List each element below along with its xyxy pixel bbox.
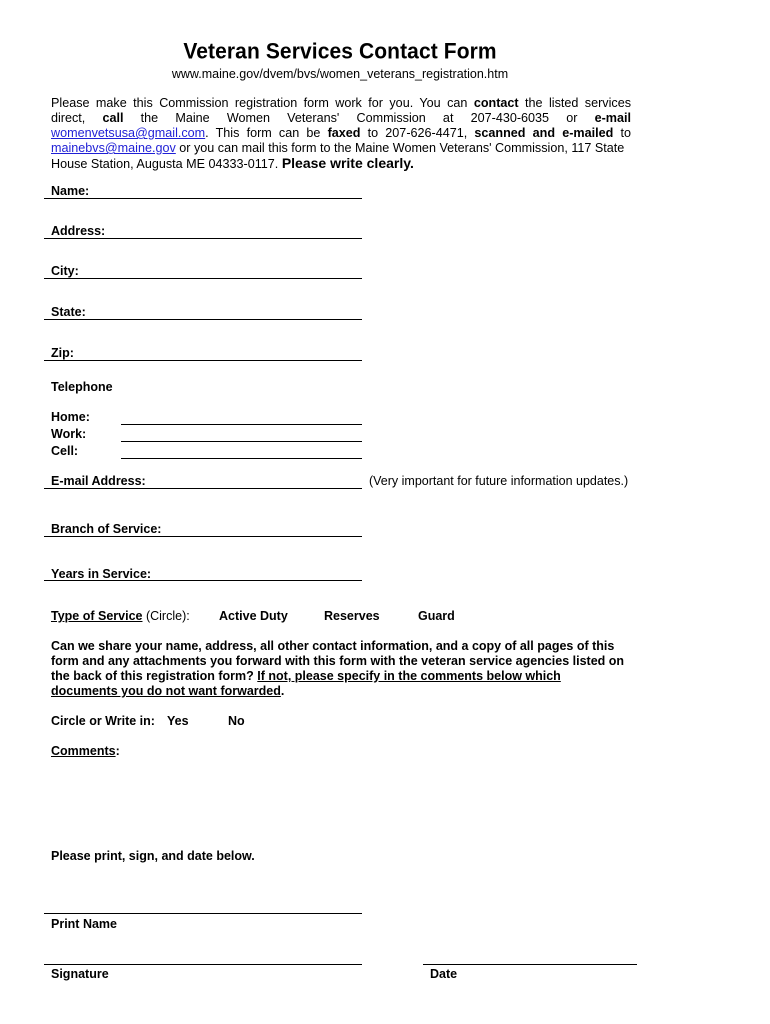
service-option-reserves[interactable]: Reserves	[324, 609, 380, 623]
intro-line-3: womenvetsusa@gmail.com. This form can be faxed to 207-626-4471, scanned and e-mailed to	[51, 126, 631, 140]
share-line-3: the back of this registration form? If not, please specify in the comments below which	[51, 669, 561, 683]
comments-label: Comments:	[51, 744, 120, 758]
email-note: (Very important for future information updates.)	[369, 474, 629, 488]
circle-write-label: Circle or Write in:	[51, 714, 155, 728]
name-label: Name:	[51, 184, 90, 198]
cell-phone-field[interactable]	[121, 458, 362, 459]
years-label: Years in Service:	[51, 567, 152, 581]
signature-label: Signature	[51, 967, 109, 981]
service-option-guard[interactable]: Guard	[418, 609, 455, 623]
name-field[interactable]	[44, 198, 362, 199]
zip-field[interactable]	[44, 360, 362, 361]
work-phone-label: Work:	[51, 427, 87, 441]
intro-paragraph	[51, 96, 631, 172]
sign-instruction: Please print, sign, and date below.	[51, 849, 255, 863]
page-title: Veteran Services Contact Form	[183, 39, 497, 64]
commission-email-link[interactable]: womenvetsusa@gmail.com	[51, 126, 206, 140]
share-consent-question	[51, 639, 636, 699]
share-line-2: form and any attachments you forward with this form with the veteran service agencies listed on	[51, 654, 625, 668]
email-label: E-mail Address:	[51, 474, 146, 488]
city-field[interactable]	[44, 278, 362, 279]
home-phone-label: Home:	[51, 410, 90, 424]
share-line-4: documents you do not want forwarded.	[51, 684, 285, 698]
cell-phone-label: Cell:	[51, 444, 79, 458]
write-clearly-note: Please write clearly.	[281, 155, 414, 171]
form-url: www.maine.gov/dvem/bvs/women_veterans_registration.htm	[171, 67, 509, 81]
intro-line-5: House Station, Augusta ME 04333-0117. Please write clearly.	[51, 155, 414, 171]
share-line-1: Can we share your name, address, all other contact information, and a copy of all pages of this	[51, 639, 615, 653]
city-label: City:	[51, 264, 79, 278]
home-phone-field[interactable]	[121, 424, 362, 425]
state-field[interactable]	[44, 319, 362, 320]
zip-label: Zip:	[51, 346, 74, 360]
consent-no-option[interactable]: No	[228, 714, 245, 728]
address-field[interactable]	[44, 238, 362, 239]
address-label: Address:	[51, 224, 106, 238]
telephone-heading: Telephone	[51, 380, 113, 394]
comments-area[interactable]	[44, 764, 634, 844]
branch-label: Branch of Service:	[51, 522, 162, 536]
state-label: State:	[51, 305, 86, 319]
consent-yes-option[interactable]: Yes	[167, 714, 189, 728]
intro-line-2: direct, call the Maine Women Veterans' Commission at 207-430-6035 or e-mail	[51, 111, 632, 125]
date-field[interactable]	[423, 964, 637, 965]
branch-field[interactable]	[44, 536, 362, 537]
bvs-email-link[interactable]: mainebvs@maine.gov	[51, 141, 176, 155]
intro-line-1: Please make this Commission registration form work for you. You can contact the listed services	[51, 96, 631, 110]
print-name-label: Print Name	[51, 917, 117, 931]
email-field[interactable]	[44, 488, 362, 489]
work-phone-field[interactable]	[121, 441, 362, 442]
signature-field[interactable]	[44, 964, 362, 965]
service-type-label: Type of Service (Circle):	[51, 609, 190, 623]
years-field[interactable]	[44, 580, 362, 581]
intro-line-4: mainebvs@maine.gov or you can mail this form to the Maine Women Veterans' Commission, 117 State	[51, 141, 625, 155]
print-name-field[interactable]	[44, 913, 362, 914]
service-option-active-duty[interactable]: Active Duty	[219, 609, 288, 623]
date-label: Date	[430, 967, 458, 981]
